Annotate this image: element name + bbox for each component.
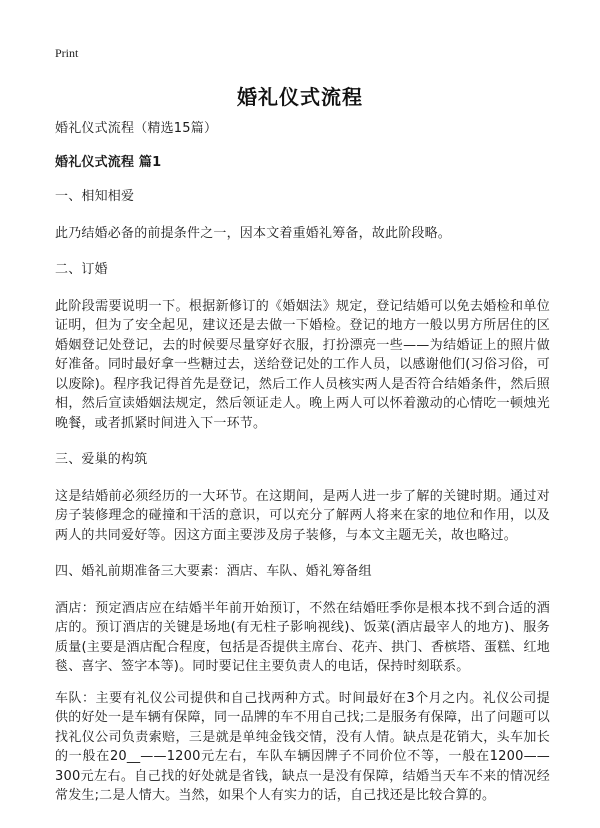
section-text-hotel: 酒店：预定酒店应在结婚半年前开始预订，不然在结婚旺季你是根本找不到合适的酒店的。预订酒店的关键是场地(有无柱子影响视线)、饭菜(酒店最宰人的地方)、服务质量(主要是酒店配合程度，包括是否提供主席台、花卉、拱门、香槟塔、蛋糕、红地毯、喜字、签字本等)。同时要记住主要负责人的电话，保持时刻联系。	[55, 600, 550, 674]
section-text-2: 此阶段需要说明一下。根据新修订的《婚姻法》规定，登记结婚可以免去婚检和单位证明，但为了安全起见，建议还是去做一下婚检。登记的地方一般以男方所居住的区婚姻登记处登记，去的时候要尽量穿好衣服，打扮漂亮一些——为结婚证上的照片做好准备。同时最好拿一些糖过去，送给登记处的工作人员，以感谢他们(习俗习俗，可以废除)。程序我记得首先是登记，然后工作人员核实两人是否符合结婚条件，然后照相，然后宣读婚姻法规定，然后领证走人。晚上两人可以怀着激动的心情吃一顿烛光晚餐，或者抓紧时间进入下一环节。	[55, 298, 550, 431]
document-body	[55, 119, 550, 823]
print-label: Print	[55, 46, 79, 60]
section-heading-2: 二、订婚	[55, 262, 108, 277]
section-text-cars: 车队：主要有礼仪公司提供和自己找两种方式。时间最好在3个月之内。礼仪公司提供的好处一是车辆有保障，同一品牌的车不用自己找;二是服务有保障，出了问题可以找礼仪公司负责索赔，三是就是单纯金钱交情，没有人情。缺点是花销大，头车加长的一般在20__——1200元左右，车队车辆因牌子不同价位不等，一般在1200——300元左右。自己找的好处就是省钱，缺点一是没有保障，结婚当天车不来的情况经常发生;二是人情大。当然，如果个人有实力的话，自己找还是比较合算的。	[55, 690, 550, 803]
section-heading-4: 四、婚礼前期准备三大要素：酒店、车队、婚礼筹备组	[55, 564, 372, 579]
section-heading-3: 三、爱巢的构筑	[55, 452, 148, 467]
section-text-3: 这是结婚前必须经历的一大环节。在这期间，是两人进一步了解的关键时期。通过对房子装修理念的碰撞和干活的意识，可以充分了解两人将来在家的地位和作用，以及两人的共同爱好等。因这方面主要涉及房子装修，与本文主题无关，故也略过。	[55, 488, 550, 543]
section-heading-1: 一、相知相爱	[55, 189, 135, 204]
document-subtitle: 婚礼仪式流程（精选15篇）	[55, 121, 218, 136]
section-text-1: 此乃结婚必备的前提条件之一，因本文着重婚礼筹备，故此阶段略。	[55, 225, 452, 241]
page-title: 婚礼仪式流程	[237, 85, 363, 109]
article-heading: 婚礼仪式流程 篇1	[55, 154, 162, 170]
